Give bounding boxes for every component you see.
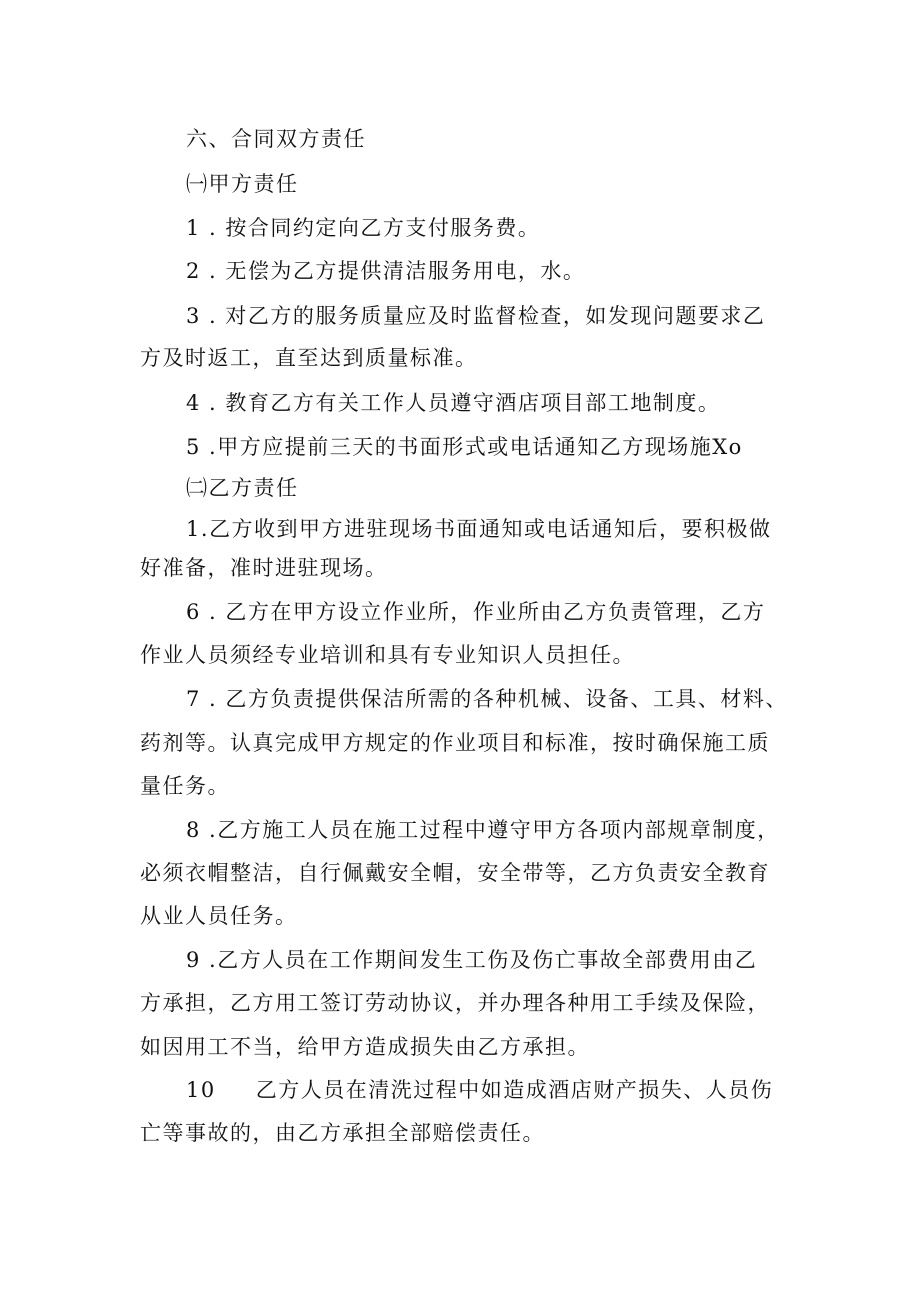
item-number: 4	[186, 391, 201, 415]
item-number: 6	[186, 600, 201, 624]
item-separator: .	[200, 391, 218, 415]
item-number: 9	[186, 948, 201, 972]
party-b-item-9	[186, 945, 800, 975]
party-b-item-8-continued-1: 必须衣帽整洁，自行佩戴安全帽，安全带等，乙方负责安全教育	[140, 861, 770, 885]
party-a-item-2	[186, 256, 800, 286]
item-separator: .	[200, 818, 218, 842]
item-separator: .	[200, 948, 218, 972]
item-text: 甲方应提前三天的书面形式或电话通知乙方现场施Xo	[217, 435, 743, 459]
party-a-item-1	[186, 213, 800, 243]
party-b-item-1	[186, 514, 800, 544]
item-separator: .	[200, 304, 218, 328]
item-number: 10	[186, 1078, 216, 1102]
item-text: 教育乙方有关工作人员遵守酒店项目部工地制度。	[225, 391, 721, 415]
item-separator: .	[200, 600, 218, 624]
party-a-item-5	[186, 432, 800, 462]
party-b-item-1-continued: 好准备，准时进驻现场。	[140, 556, 388, 580]
party-b-item-7-continued-1: 药剂等。认真完成甲方规定的作业项目和标准，按时确保施工质	[140, 731, 770, 755]
item-text: 乙方人员在工作期间发生工伤及伤亡事故全部费用由乙	[217, 948, 758, 972]
section-title: 六、合同双方责任	[186, 127, 366, 151]
party-a-item-3	[186, 301, 800, 331]
party-b-item-10	[186, 1075, 800, 1105]
item-number: 5	[186, 435, 201, 459]
party-b-item-8	[186, 815, 800, 845]
item-separator: .	[200, 259, 218, 283]
item-number: 7	[186, 687, 201, 711]
item-separator: .	[200, 687, 218, 711]
party-b-item-7	[186, 684, 800, 714]
party-b-item-6	[186, 597, 800, 627]
party-a-item-3-continued: 方及时返工，直至达到质量标准。	[140, 346, 478, 370]
item-text: 乙方负责提供保洁所需的各种机械、设备、工具、材料、	[225, 687, 788, 711]
item-separator: .	[200, 517, 210, 541]
item-text: 乙方施工人员在施工过程中遵守甲方各项内部规章制度，	[217, 818, 780, 842]
item-text: 乙方在甲方设立作业所，作业所由乙方负责管理，乙方	[225, 600, 766, 624]
party-b-item-9-continued-1: 方承担，乙方用工签订劳动协议，并办理各种用工手续及保险，	[140, 991, 770, 1015]
party-b-item-9-continued-2: 如因用工不当，给甲方造成损失由乙方承担。	[140, 1035, 590, 1059]
party-b-item-6-continued: 作业人员须经专业培训和具有专业知识人员担任。	[140, 643, 635, 667]
party-b-item-10-continued: 亡等事故的，由乙方承担全部赔偿责任。	[140, 1121, 545, 1145]
item-text: 乙方人员在清洗过程中如造成酒店财产损失、人员伤	[255, 1078, 774, 1102]
item-text: 乙方收到甲方进驻现场书面通知或电话通知后，要积极做	[209, 517, 772, 541]
party-b-item-8-continued-2: 从业人员任务。	[140, 904, 298, 928]
item-number: 1	[186, 517, 201, 541]
party-a-item-4	[186, 388, 800, 418]
item-text: 无偿为乙方提供清洁服务用电，水。	[225, 259, 586, 283]
party-b-heading: ㈡乙方责任	[186, 476, 299, 500]
item-number: 8	[186, 818, 201, 842]
party-a-heading: ㈠甲方责任	[186, 172, 299, 196]
item-separator: .	[200, 216, 218, 240]
item-number: 2	[186, 259, 201, 283]
item-number: 3	[186, 304, 201, 328]
party-b-item-7-continued-2: 量任务。	[140, 774, 230, 798]
item-text: 按合同约定向乙方支付服务费。	[225, 216, 541, 240]
item-text: 对乙方的服务质量应及时监督检查，如发现问题要求乙	[225, 304, 766, 328]
item-number: 1	[186, 216, 201, 240]
item-separator: .	[200, 435, 218, 459]
